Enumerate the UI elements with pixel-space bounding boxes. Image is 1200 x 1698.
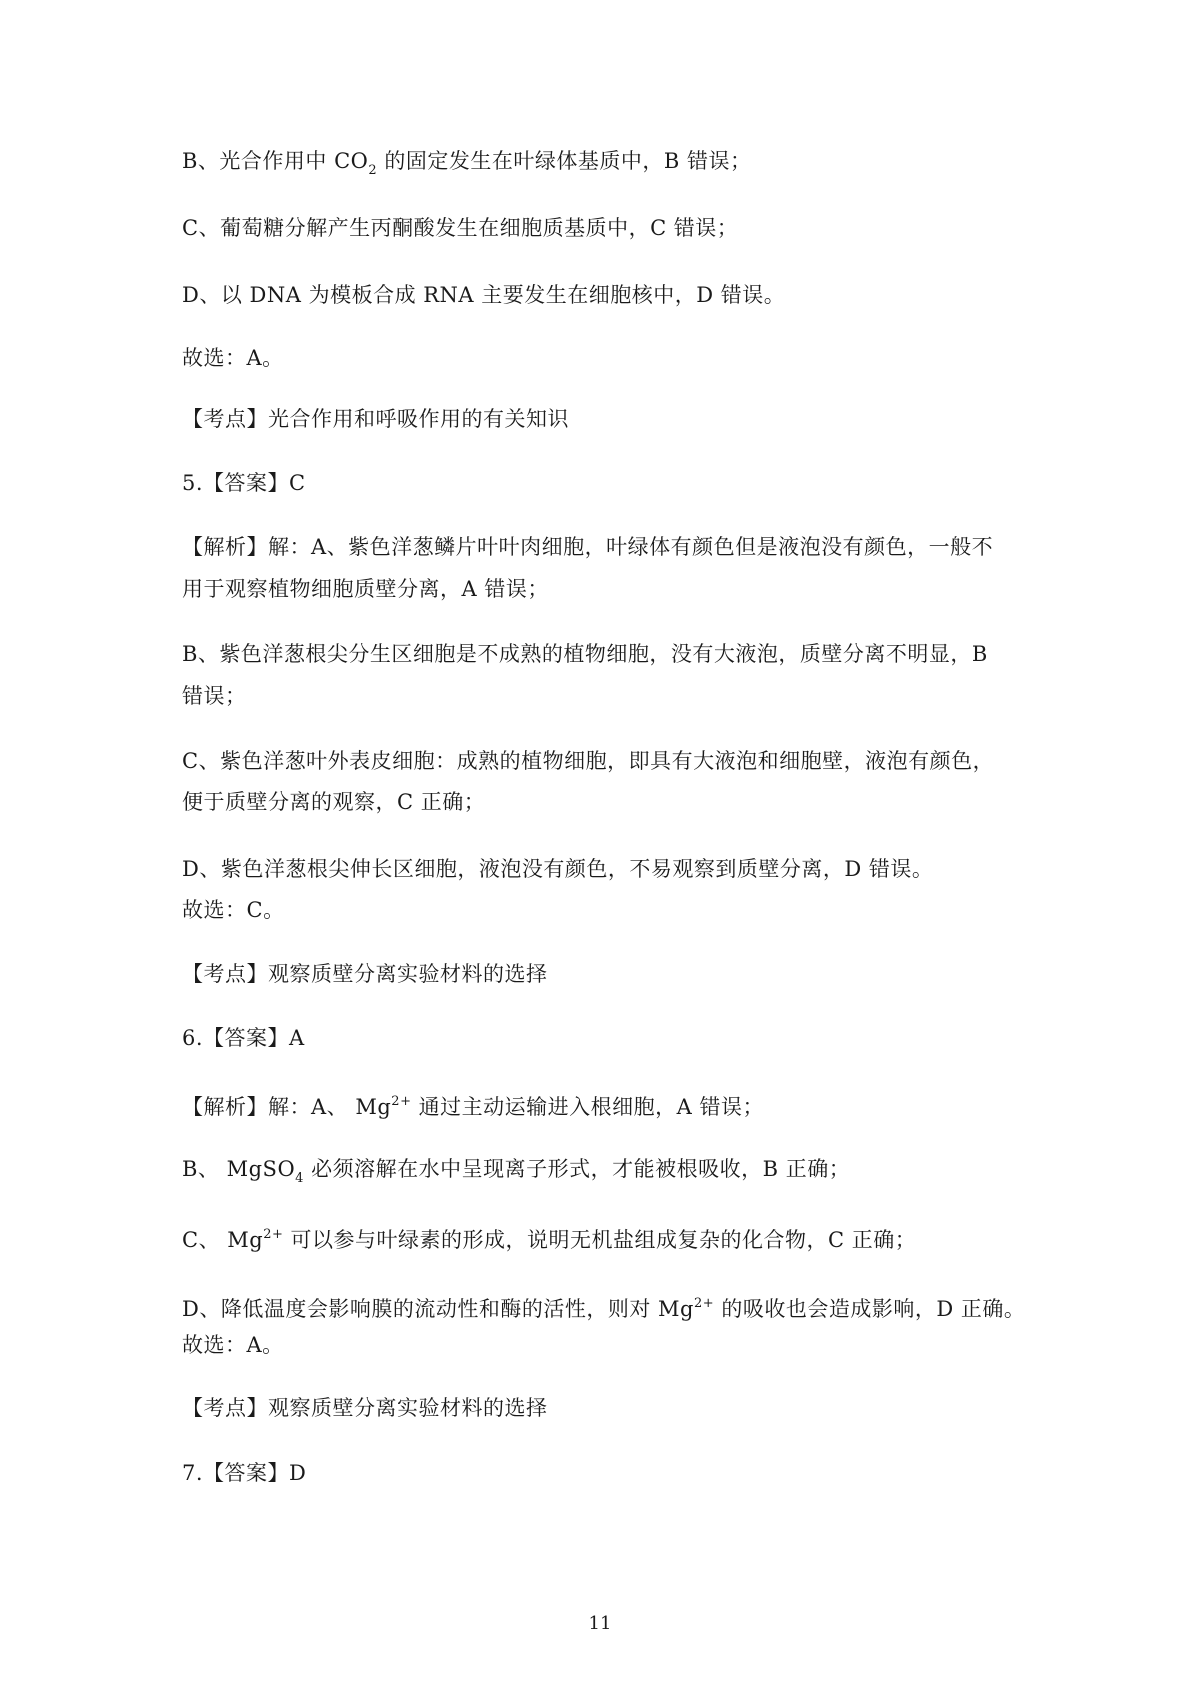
- q4-kaodian: 【考点】光合作用和呼吸作用的有关知识: [182, 407, 569, 431]
- q7-answer: 7.【答案】D: [182, 1461, 307, 1485]
- q6-option-b-line: B、 MgSO$_4$ 必须溶解在水中呈现离子形式，才能被根吸收，B 正确；: [182, 1157, 851, 1186]
- q5-answer: 5.【答案】C: [182, 471, 306, 495]
- q6-option-c-line: C、 $Mg^{2+}$ 可以参与叶绿素的形成，说明无机盐组成复杂的化合物，C 正确；: [182, 1227, 917, 1252]
- q6-jiexi-line: 【解析】解：A、 $Mg^{2+}$ 通过主动运输进入根细胞，A 错误；: [182, 1094, 764, 1119]
- q5-option-b-line-2: 错误；: [182, 684, 247, 708]
- q4-choice: 故选：A。: [182, 346, 284, 370]
- q6-answer: 6.【答案】A: [182, 1026, 305, 1050]
- q5-jiexi-line-1: 【解析】解：A、紫色洋葱鳞片叶叶肉细胞，叶绿体有颜色但是液泡没有颜色，一般不: [182, 535, 994, 559]
- q4-option-b-line: B、光合作用中 $CO_2$ 的固定发生在叶绿体基质中，B 错误；: [182, 149, 752, 178]
- q5-option-d-line: D、紫色洋葱根尖伸长区细胞，液泡没有颜色，不易观察到质壁分离，D 错误。: [182, 857, 934, 881]
- q5-jiexi-line-2: 用于观察植物细胞质壁分离，A 错误；: [182, 577, 549, 601]
- q4-option-d-line: D、以 DNA 为模板合成 RNA 主要发生在细胞核中，D 错误。: [182, 283, 786, 307]
- q6-option-d-line: D、降低温度会影响膜的流动性和酶的活性，则对 $Mg^{2+}$ 的吸收也会造成影响，D 正确。: [182, 1296, 1026, 1321]
- q5-option-c-line-2: 便于质壁分离的观察，C 正确；: [182, 790, 486, 814]
- q6-kaodian: 【考点】观察质壁分离实验材料的选择: [182, 1396, 548, 1420]
- q5-option-b-line-1: B、紫色洋葱根尖分生区细胞是不成熟的植物细胞，没有大液泡，质壁分离不明显，B: [182, 642, 988, 666]
- q5-choice: 故选：C。: [182, 898, 285, 922]
- q4-option-c-line: C、葡萄糖分解产生丙酮酸发生在细胞质基质中，C 错误；: [182, 216, 739, 240]
- q5-option-c-line-1: C、紫色洋葱叶外表皮细胞：成熟的植物细胞，即具有大液泡和细胞壁，液泡有颜色，: [182, 749, 995, 773]
- page-number: 11: [588, 1613, 612, 1634]
- q5-kaodian: 【考点】观察质壁分离实验材料的选择: [182, 962, 548, 986]
- q6-choice: 故选：A。: [182, 1333, 284, 1357]
